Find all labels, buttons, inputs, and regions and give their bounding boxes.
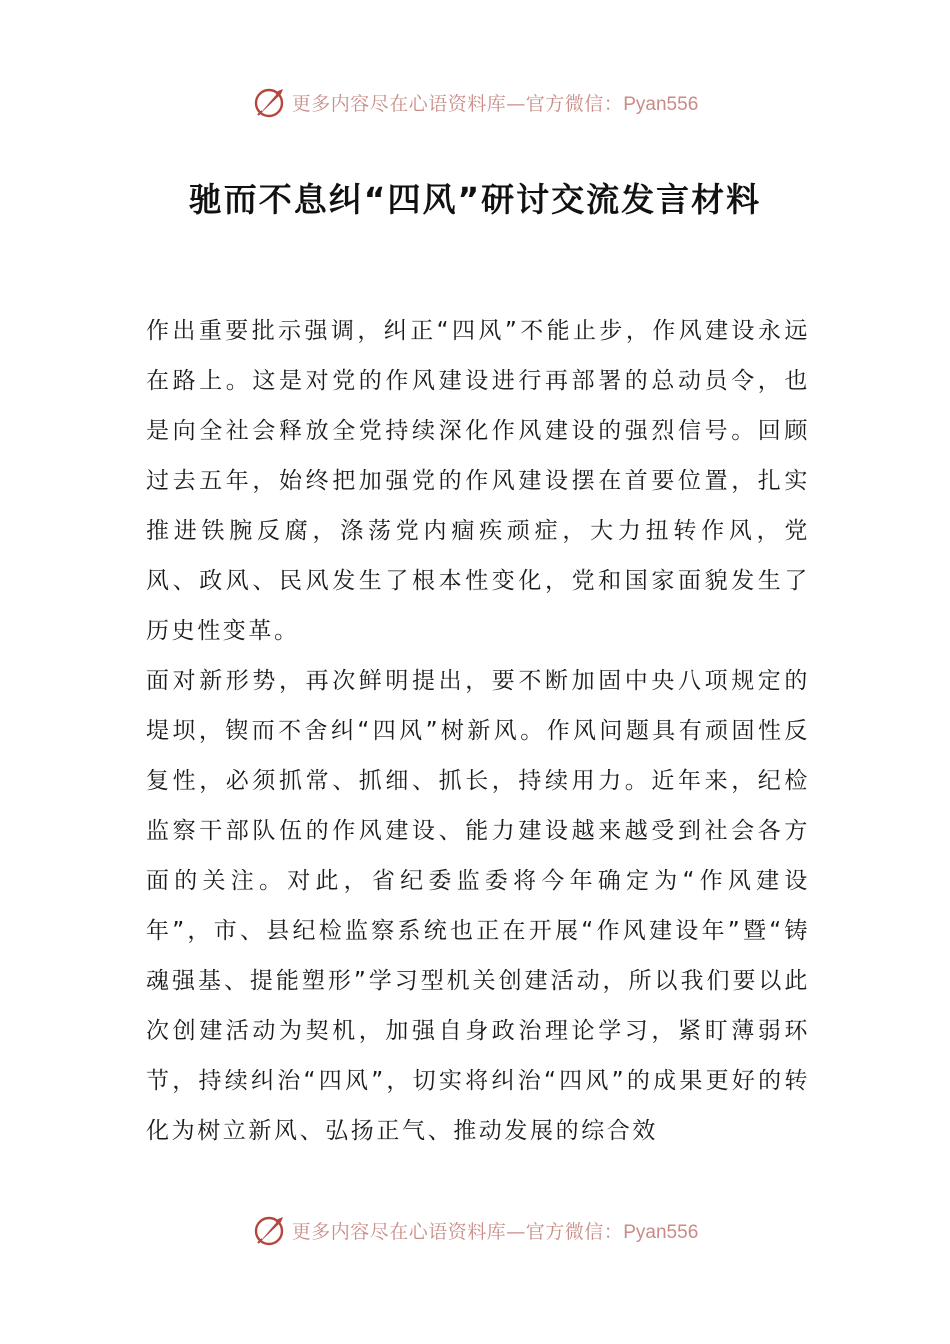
header-banner [0,79,950,125]
quill-pen-icon [252,1212,288,1248]
banner-wechat-id: Pyan556 [623,93,699,115]
paragraph-1: 作出重要批示强调，纠正“四风”不能止步，作风建设永远在路上。这是对党的作风建设进行再部署的总动员令，也是向全社会释放全党持续深化作风建设的强烈信号。回顾过去五年，始终把加强党的作风建设摆在首要位置，扎实推进铁腕反腐，涤荡党内痼疾顽症，大力扭转作风，党风、政风、民风发生了根本性变化，党和国家面貌发生了历史性变革。 [146,318,810,644]
banner-label: 更多内容尽在心语资料库—官方微信： [291,1220,624,1243]
document-body [146,306,810,1156]
document-title: 驰而不息纠“四风”研讨交流发言材料 [188,180,762,219]
footer-banner [0,1207,950,1253]
banner-wechat-id: Pyan556 [623,1221,699,1243]
banner-text [292,89,699,116]
quill-pen-icon [252,84,288,120]
banner-label: 更多内容尽在心语资料库—官方微信： [291,92,624,115]
paragraph-2: 面对新形势，再次鲜明提出，要不断加固中央八项规定的堤坝，锲而不舍纠“四风”树新风。作风问题具有顽固性反复性，必须抓常、抓细、抓长，持续用力。近年来，纪检监察干部队伍的作风建设、能力建设越来越受到社会各方面的关注。对此，省纪委监委将今年确定为“作风建设年”，市、县纪检监察系统也正在开展“作风建设年”暨“铸魂强基、提能塑形”学习型机关创建活动，所以我们要以此次创建活动为契机，加强自身政治理论学习，紧盯薄弱环节，持续纠治“四风”，切实将纠治“四风”的成果更好的转化为树立新风、弘扬正气、推动发展的综合效 [146,668,810,1144]
banner-text [292,1217,699,1244]
